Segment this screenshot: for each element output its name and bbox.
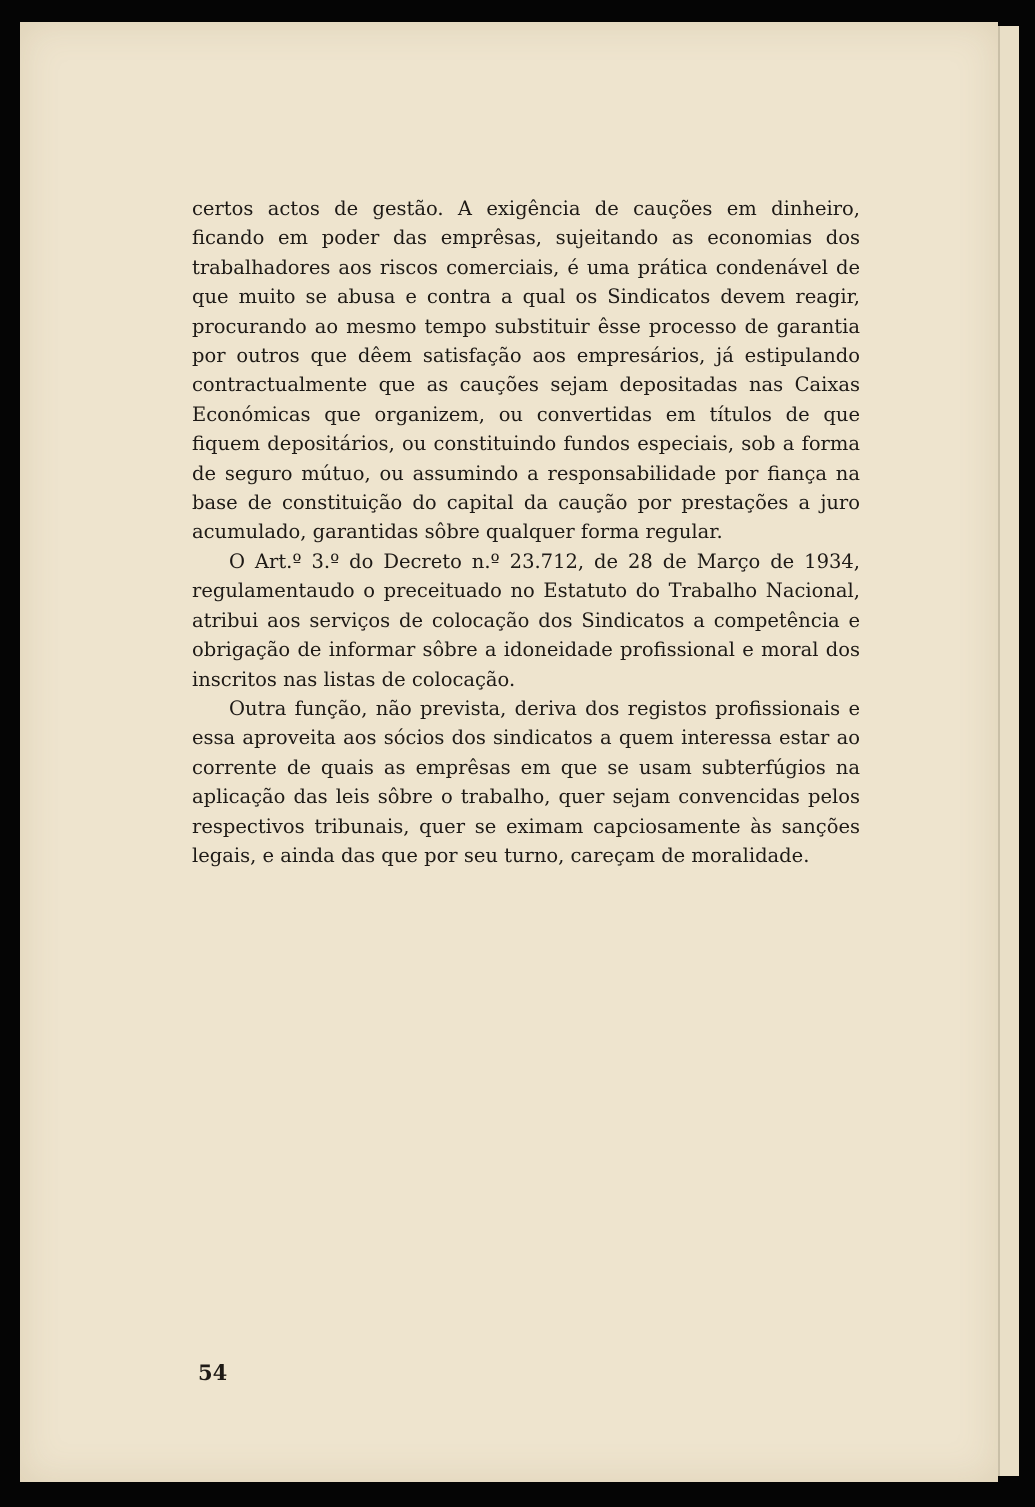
body-text — [192, 194, 860, 870]
adjacent-page-edge — [998, 26, 1019, 1476]
paragraph-3: Outra função, não prevista, deriva dos registos profissionais e essa aproveita aos sócios dos sindicatos a quem interessa estar ao corrente de quais as emprêsas em que se usam subterfúgios na aplicação das leis sôbre o trabalho, quer sejam convencidas pelos respectivos tribunais, quer se eximam capciosamente às sanções legais, e ainda das que por seu turno, careçam de moralidade. — [192, 696, 860, 867]
paragraph-1: certos actos de gestão. A exigência de cauções em dinheiro, ficando em poder das emprêsas, sujeitando as economias dos trabalhadores aos riscos comerciais, é uma prática condenável de que muito se abusa e contra a qual os Sindicatos devem reagir, procurando ao mesmo tempo substituir êsse processo de garantia por outros que dêem satisfação aos empresários, já estipulando contractualmente que as cauções sejam depositadas nas Caixas Económicas que organizem, ou convertidas em títulos de que fiquem depositários, ou constituindo fundos especiais, sob a forma de seguro mútuo, ou assumindo a responsabilidade por fiança na base de constituição do capital da caução por prestações a juro acumulado, garantidas sôbre qualquer forma regular. — [192, 197, 860, 544]
page-number: 54 — [198, 1360, 228, 1385]
paragraph-2: O Art.º 3.º do Decreto n.º 23.712, de 28 de Março de 1934, regulamentaudo o preceituado no Estatuto do Trabalho Nacional, atribui aos serviços de colocação dos Sindicatos a competência e obrigação de informar sôbre a idoneidade profissional e moral dos inscritos nas listas de colocação. — [192, 549, 860, 691]
book-page — [20, 22, 998, 1482]
